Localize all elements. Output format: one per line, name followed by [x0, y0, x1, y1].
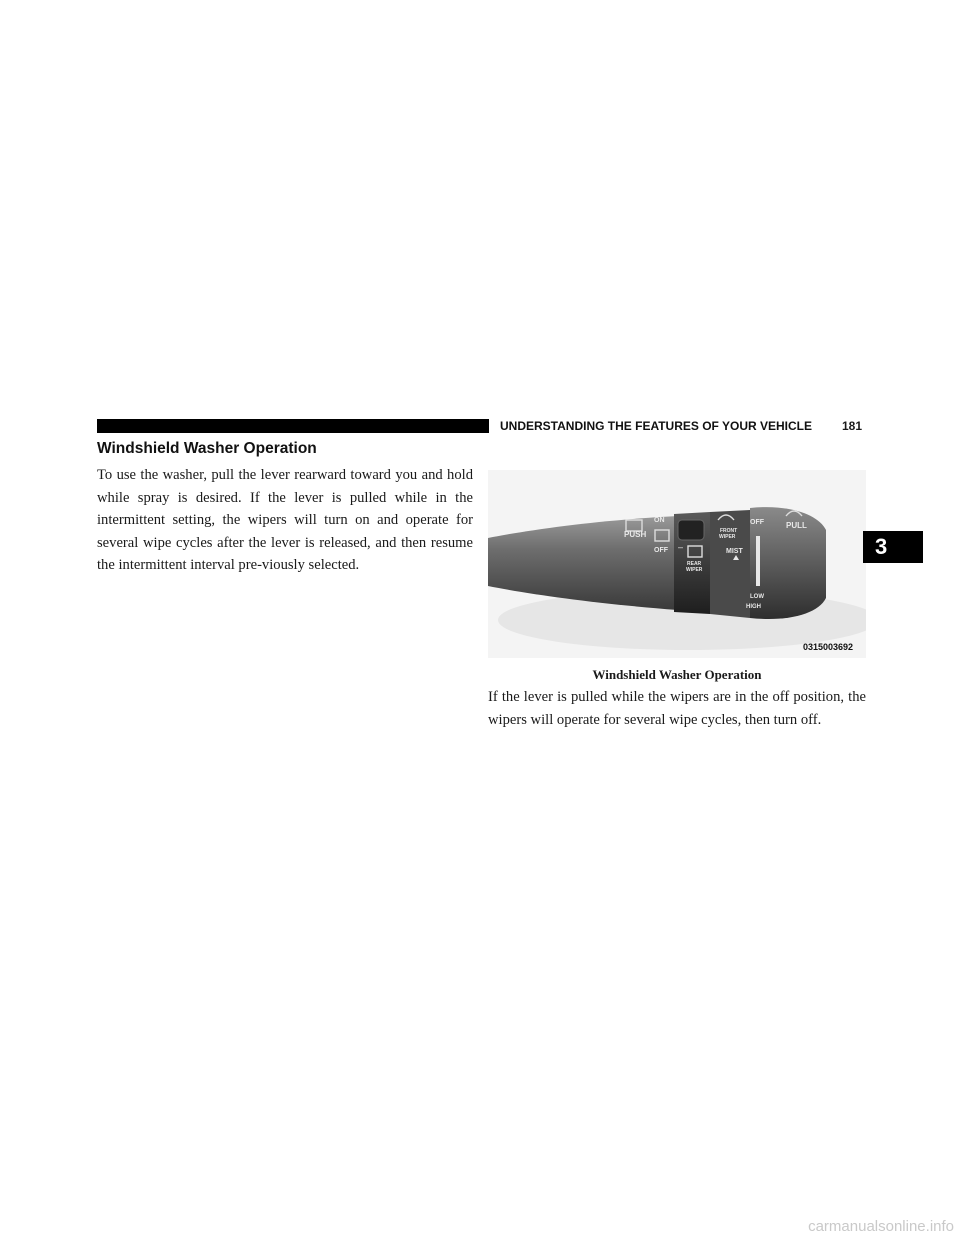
- figure-code: 0315003692: [803, 642, 854, 652]
- label-front-line2: WIPER: [719, 534, 736, 540]
- svg-text:–: –: [678, 542, 684, 552]
- label-high: HIGH: [746, 604, 761, 610]
- watermark: carmanualsonline.info: [808, 1218, 954, 1235]
- wiper-lever-figure: [488, 470, 866, 658]
- header-rule: [97, 419, 489, 433]
- running-header: UNDERSTANDING THE FEATURES OF YOUR VEHICLE: [500, 419, 813, 433]
- figure-caption: Windshield Washer Operation: [592, 667, 762, 682]
- body-paragraph-washer: To use the washer, pull the lever rearward toward you and hold while spray is desired. If the lever is pulled while in the intermittent setting, the wipers will turn on and operate for several wipe cycles after the lever is released, and then resume the intermittent interval pre-viously selected.: [97, 467, 473, 573]
- body-paragraph-off: If the lever is pulled while the wipers are in the off position, the wipers will operate for several wipe cycles, then turn off.: [488, 689, 866, 728]
- label-pull: PULL: [786, 521, 807, 530]
- wiper-lever-illustration: [488, 470, 866, 658]
- chapter-tab: 3: [863, 531, 923, 563]
- label-rear-line1: REAR: [687, 561, 702, 567]
- label-rear-line2: WIPER: [686, 567, 703, 573]
- label-low: LOW: [750, 594, 764, 600]
- section-title: Windshield Washer Operation: [97, 440, 317, 457]
- label-off-right: OFF: [750, 519, 764, 526]
- label-front-line1: FRONT: [720, 528, 738, 534]
- label-on: ON: [654, 517, 665, 524]
- label-off-left: OFF: [654, 547, 668, 554]
- label-push: PUSH: [624, 530, 647, 539]
- label-mist: MIST: [726, 548, 743, 555]
- page-number: 181: [842, 419, 863, 433]
